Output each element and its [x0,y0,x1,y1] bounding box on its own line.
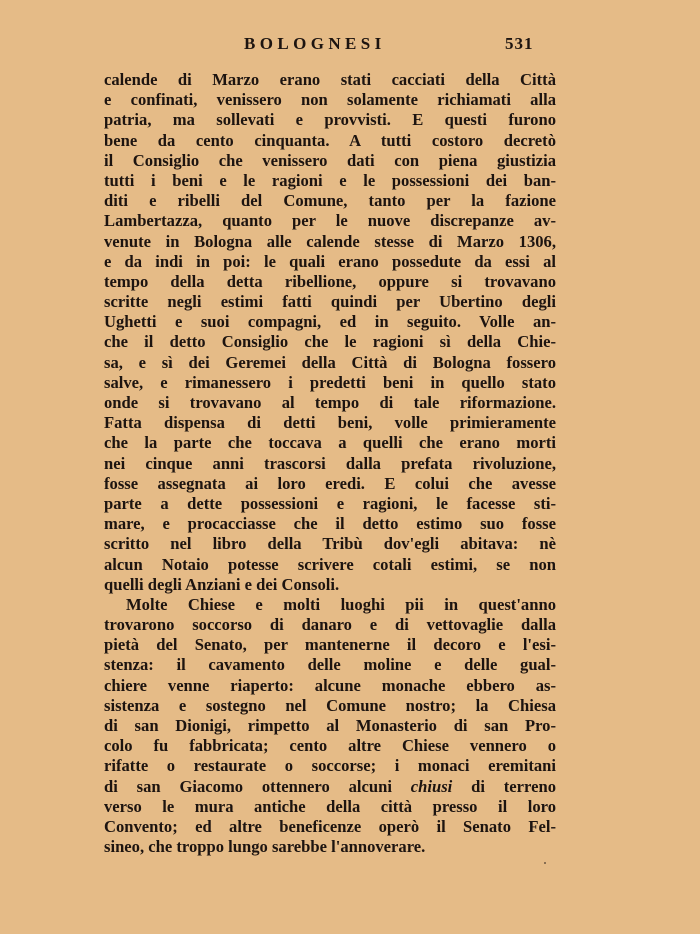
text-line: diti e ribelli del Comune, tanto per la fazione [104,191,556,211]
text-line: sa, e sì dei Geremei della Città di Bologna fossero [104,352,556,372]
text-line: nei cinque anni trascorsi dalla prefata rivoluzione, [104,453,556,473]
paragraph-start-line: Molte Chiese e molti luoghi pii in quest'anno [126,594,556,614]
text-line: Fatta dispensa di detti beni, volle primieramente [104,413,556,433]
line-segment: di terreno [471,776,556,796]
text-line: venute in Bologna alle calende stesse di Marzo 1306, [104,231,556,251]
text-line: mare, e procacciasse che il detto estimo suo fosse [104,514,556,534]
text-line: tempo della detta ribellione, oppure si trovavano [104,271,556,291]
text-line: che il detto Consiglio che le ragioni sì della Chie- [104,332,556,352]
text-line: sistenza e sostegno nel Comune nostro; la Chiesa [104,695,556,715]
running-head [0,34,700,56]
text-line: Convento; ed altre beneficenze operò il Senato Fel- [104,816,556,836]
text-line: pietà del Senato, per mantenerne il decoro e l'esi- [104,635,556,655]
text-line: stenza: il cavamento delle moline e delle gual- [104,655,556,675]
text-line: il Consiglio che venissero dati con piena giustizia [104,150,556,170]
running-title: BOLOGNESI [244,34,386,53]
text-line: Ughetti e suoi compagni, ed in seguito. Volle an- [104,312,556,332]
text-line: di san Dionigi, rimpetto al Monasterio di san Pro- [104,716,556,735]
text-line: colo fu fabbricata; cento altre Chiese vennero o [104,736,556,756]
text-line: quelli degli Anziani e dei Consoli. [104,574,340,594]
text-line: parte a dette possessioni e ragioni, le facesse sti- [104,493,556,513]
italic-word: chiusi [410,776,453,796]
text-line: onde si trovavano al tempo di tale riformazione. [104,393,556,412]
text-line: e da indi in poi: le quali erano possedute da essi al [104,251,556,271]
text-line: tutti i beni e le ragioni e le possessioni dei ban- [104,170,556,190]
body-text [104,70,556,857]
text-line: trovarono soccorso di danaro e di vettovaglie dalla [104,615,556,635]
text-line: chiere venne riaperto: alcune monache ebbero as- [104,675,556,695]
text-line: e confinati, venissero non solamente richiamati alla [104,90,556,110]
text-line: sineo, che troppo lungo sarebbe l'annoverare. [104,837,426,857]
text-line: scritto nel libro della Tribù dov'egli abitava: nè [104,534,556,554]
line-segment: di san Giacomo ottennero alcuni [104,776,392,796]
text-line-with-italic [104,777,556,797]
text-line: patria, ma sollevati e provvisti. E questi furono [104,110,556,130]
text-line: bene da cento cinquanta. A tutti costoro decretò [104,130,556,150]
paper-speck [544,862,546,864]
text-line: salve, e rimanessero i predetti beni in quello stato [104,372,556,392]
text-line: che la parte che toccava a quelli che erano morti [104,433,556,453]
text-line: verso le mura antiche della città presso il loro [104,796,556,816]
text-line: calende di Marzo erano stati cacciati della Città [104,70,556,89]
text-line: alcun Notaio potesse scrivere cotali estimi, se non [104,554,556,574]
text-line: scritte negli estimi fatti quindi per Ubertino degli [104,292,556,312]
text-line: fosse assegnata ai loro eredi. E colui che avesse [104,473,556,493]
text-line: Lambertazza, quanto per le nuove discrepanze av- [104,211,556,231]
text-line: rifatte o restaurate o soccorse; i monaci eremitani [104,756,556,776]
page-number: 531 [505,34,534,53]
